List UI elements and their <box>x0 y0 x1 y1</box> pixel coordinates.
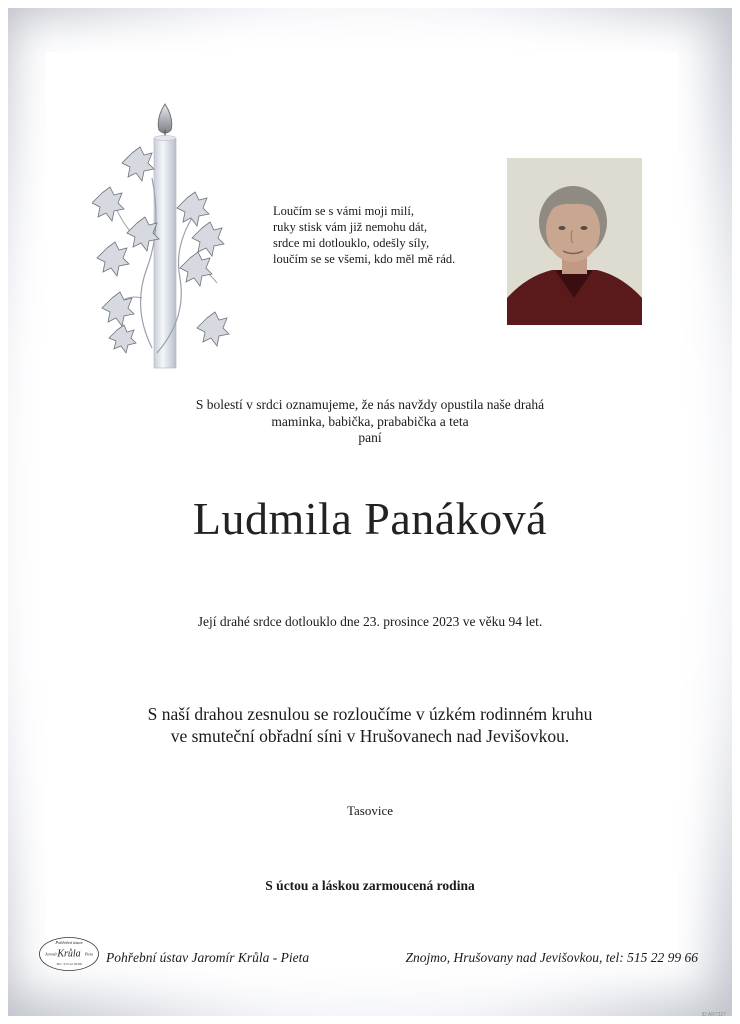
poem-line: srdce mi dotlouklo, odešly síly, <box>273 236 430 250</box>
farewell-line: S naší drahou zesnulou se rozloučíme v úzkém rodinném kruhu <box>147 704 593 724</box>
corner-code: ID:AR7327 <box>701 1012 726 1018</box>
death-notice: Její drahé srdce dotlouklo dne 23. prosince 2023 ve věku 94 let. <box>197 614 543 629</box>
svg-text:Pohřební ústav: Pohřební ústav <box>55 940 83 945</box>
poem-line: loučím se se všemi, kdo měl mě rád. <box>273 252 456 266</box>
funeral-home-name: Pohřební ústav Jaromír Krůla - Pieta <box>106 950 310 965</box>
funeral-home-seal-logo <box>38 936 100 972</box>
svg-text:Tel.: 515 22 99 66: Tel.: 515 22 99 66 <box>56 962 82 966</box>
announcement <box>120 397 620 447</box>
poem-line: ruky stisk vám již nemohu dát, <box>273 220 428 234</box>
candle-ivy-illustration <box>92 98 242 378</box>
svg-text:Pieta: Pieta <box>84 952 93 957</box>
announcement-line: S bolestí v srdci oznamujeme, že nás navždy opustila naše drahá <box>195 397 545 412</box>
deceased-name: Ludmila Panáková <box>192 493 548 544</box>
portrait-image <box>507 158 642 325</box>
svg-text:Jaromír: Jaromír <box>45 952 58 957</box>
family-signature: S úctou a láskou zarmoucená rodina <box>265 878 475 893</box>
farewell-line: ve smuteční obřadní síni v Hrušovanech nad Jevišovkou. <box>170 726 570 746</box>
portrait-photo <box>507 158 642 325</box>
funeral-home-contact: Znojmo, Hrušovany nad Jevišovkou, tel: 515 22 99 66 <box>405 950 698 965</box>
funeral-home-footer <box>38 936 698 976</box>
poem <box>273 203 493 267</box>
farewell-text <box>80 703 660 747</box>
svg-text:Krůla: Krůla <box>57 948 81 960</box>
announcement-line: paní <box>358 430 382 445</box>
announcement-line: maminka, babička, prababička a teta <box>271 413 469 429</box>
place: Tasovice <box>346 803 393 818</box>
poem-line: Loučím se s vámi moji milí, <box>273 204 414 218</box>
